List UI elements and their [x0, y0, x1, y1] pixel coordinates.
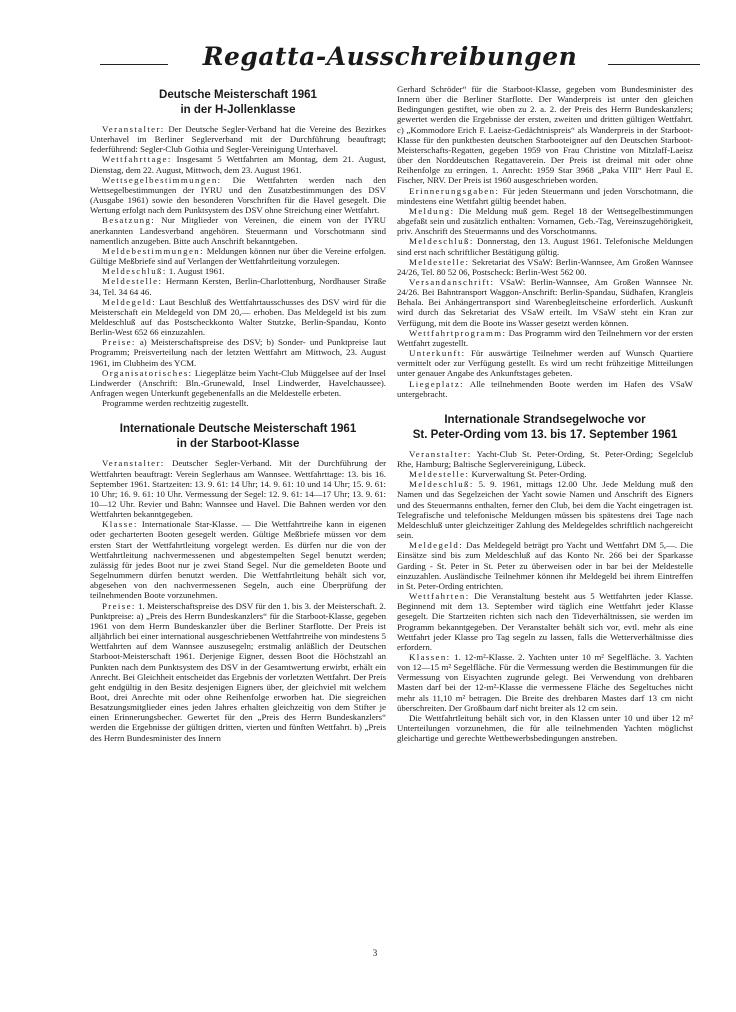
- paragraph-label: Veranstalter:: [102, 458, 165, 469]
- paragraph: [90, 458, 386, 519]
- paragraph-text: Das Programm wird den Teilnehmern vor der ersten Wettfahrt zugestellt.: [397, 327, 693, 348]
- paragraph-text: Sekretariat des VSaW: Berlin-Wannsee, Am Großen Wannsee 24/26, Tel. 80 52 06, Postscheck: Berlin-West 562 00.: [397, 256, 693, 277]
- paragraph-label: Meldeschluß:: [102, 266, 167, 277]
- paragraph-label: Meldegeld:: [409, 540, 464, 551]
- paragraph: [397, 257, 693, 277]
- paragraph: [90, 215, 386, 245]
- article-title-h-jollen: [90, 88, 386, 118]
- paragraph-label: Veranstalter:: [409, 448, 472, 459]
- paragraph-label: Organisatorisches:: [102, 367, 193, 378]
- paragraph: [397, 591, 693, 652]
- paragraph-text: Deutscher Segler-Verband. Mit der Durchführung der Wettfahrten beauftragt: Verein Seglerhaus am Wannsee. Wettfahrttage: 13. bis 16. September 1961. Startzeiten: 13. 9. 61: 14 Uhr; 14. 9. 61: 10 und 14 Uhr; 15. 9. 61: 10 Uhr; 16. 9. 61: 10 Uhr. Vermessung der Segel: 12. 9. 61: 14—17 Uhr; 13. 9. 61: 10—12 Uhr. Revier und Bahn: Wannsee und Havel. Die Bahnen werden vor den Wettfahrten bekanntgegeben.: [90, 458, 386, 520]
- paragraph-label: Meldeschluß:: [409, 236, 474, 247]
- paragraph: [397, 206, 693, 236]
- paragraph-label: Klassen:: [409, 651, 451, 662]
- paragraph-text: a) Meisterschaftspreise des DSV; b) Sonder- und Punktpreise laut Programm; Preisverteilung nach der letzten Wettfahrt am Mittwoch, 23. August 1961, im Clubheim des YCM.: [90, 337, 386, 368]
- page-header: [100, 42, 700, 72]
- paragraph: [397, 236, 693, 256]
- paragraph-label: Meldegeld:: [102, 296, 157, 307]
- paragraph: [397, 540, 693, 591]
- paragraph-label: Meldestelle:: [409, 256, 470, 267]
- paragraph-label: Preise:: [102, 337, 136, 348]
- paragraph: [397, 277, 693, 328]
- article-title-starboot: [90, 422, 386, 452]
- paragraph: [397, 328, 693, 348]
- paragraph-label: Versandanschrift:: [409, 276, 495, 287]
- paragraph-text: 1. August 1961.: [166, 266, 225, 277]
- paragraph: [397, 713, 693, 743]
- page-number: 3: [372, 948, 378, 958]
- paragraph-text: Meldungen können nur über die Vereine erfolgen. Gültige Meßbriefe sind auf Verlangen der Wettfahrtleitung vorzulegen.: [90, 245, 386, 267]
- paragraph-label: Liegeplatz:: [409, 378, 464, 389]
- paragraph-text: Die Wettfahrtleitung behält sich vor, in den Klassen unter 10 und über 12 m² Unterteilungen vorzunehmen, die für alle teilnehmenden Yachten möglichst gleichartige und gerechte Wettbewerbsbedingungen anstreben.: [397, 712, 693, 744]
- left-column: [90, 84, 386, 944]
- paragraph-label: Besatzung:: [102, 215, 156, 226]
- paragraph-text: Internationale Star-Klasse. — Die Wettfahrtreihe kann in eigenen oder gecharterten Booten gesegelt werden. Gültige Meßbriefe müssen vor dem ersten Start der Wettfahrtleitung vorgelegt werden. Es dürfen nur die von der Wettfahrtleitung nachvermessenen und abgestempelten Segel benutzt werden; zulässig für jedes Boot nur je zwei Stand Segel. Nur die gemeldeten Boote und Segelnummern dürfen benutzt werden. Die Wettfahrtleitung behält sich vor, abgesehen von den nachvermessenen Segeln, auch eine Überprüfung der teilnehmenden Boote vorzunehmen.: [90, 519, 386, 601]
- paragraph-text: Hermann Kersten, Berlin-Charlottenburg, Nordhauser Straße 34, Tel. 34 64 46.: [90, 276, 386, 297]
- paragraph: [90, 337, 386, 367]
- article-body-starboot: [90, 458, 386, 742]
- paragraph-text: Gerhard Schröder“ für die Starboot-Klasse, gegeben vom Bundesminister des Innern über die Berliner Starflotte. Der Wanderpreis ist unter den gleichen Bedingungen gestiftet, wie oben zu 2. a. 2. der Preis des Herrn Bundeskanzlers; gewertet werden die Ergebnisse der ersten, zweiten und dritten gültigen Wettfahrt. c) „Kommodore Erich F. Laeisz-Gedächtnispreis“ als Wanderpreis in der Starboot-Klasse für den punktbesten deutschen Starbooteigner auf den Deutschen Starboot-Meisterschafts-Regatten, gegeben 1959 von Frau Christine von Mitzlaff-Laeisz über den Norddeutschen Regattaverein. Der Preis ist dreimal mit oder ohne Reihenfolge zu erringen. 1. Anrecht: 1959 Star 3968 „Paka VIII“ Herr Paul E. Fischer, NRV. Der Preis ist 1960 ausgeschrieben worden.: [397, 84, 693, 186]
- paragraph: [90, 175, 386, 216]
- paragraph: [397, 479, 693, 540]
- paragraph-text: Die Veranstaltung besteht aus 5 Wettfahrten jeder Klasse. Beginnend mit dem 13. September wird täglich eine Wettfahrt jeder Klasse gesegelt. Die Startzeiten richten sich nach den Tideverhältnissen, sie werden im Programm bekanntgegeben. Der Veranstalter behält sich vor, evtl. mehr als eine Wettfahrt jeder Klasse pro Tag segeln zu lassen, falls die Wetterverhältnisse dies erfordern.: [397, 591, 693, 652]
- header-rule-left: [100, 64, 168, 65]
- paragraph-text: Der Deutsche Segler-Verband hat die Vereine des Bezirkes Unterhavel im Berliner Seglerverband mit der Durchführung beauftragt; federführend: Segler-Club Gothia und Segler-Vereinigung Unterhavel.: [90, 124, 386, 155]
- paragraph-text: VSaW: Berlin-Wannsee, Am Großen Wannsee Nr. 24/26. Bei Bahntransport Waggon-Anschrift: Berlin-Spandau, Südhafen, Krangleis Behala. Bei Anhängertransport sind Warenbegleitscheine erforderlich. Auskunft wird durch das Sekretariat des VSaW erteilt. Im VSaW steht ein Kran zur Verfügung, mit dem die Boote ins Wasser gesetzt werden können.: [397, 276, 693, 328]
- paragraph-text: Für jeden Steuermann und jeden Vorschotmann, die mindestens eine Wettfahrt gültig beendet haben.: [397, 185, 693, 206]
- page-title: Regatta-Ausschreibungen: [202, 42, 578, 71]
- article-title-line: in der H-Jollenklasse: [180, 104, 296, 116]
- paragraph-text: 1. 12-m²-Klasse. 2. Yachten unter 10 m² Segelfläche. 3. Yachten von 12—15 m² Segelfläche. Für die Vermessung werden die Bestimmungen für die Vermessung von Eisyachten zugrunde gelegt. Bei Verwendung von drehbaren Masten darf bei der 12-m²-Klasse die vermessene Fläche des Segeltuches nicht mehr als 11,10 m² betragen. Die Breite des drehbaren Mastes darf 13 cm nicht überschreiten. Der Großbaum darf nicht breiter als 12 cm sein.: [397, 651, 693, 713]
- paragraph: [90, 246, 386, 266]
- article-title-line: Internationale Deutsche Meisterschaft 1961: [119, 423, 357, 436]
- paragraph: [397, 379, 693, 399]
- header-rule-right: [608, 64, 700, 65]
- paragraph-label: Wettfahrttage:: [102, 154, 172, 165]
- paragraph-label: Meldestelle:: [409, 469, 470, 480]
- paragraph: [90, 297, 386, 338]
- paragraph: [397, 186, 693, 206]
- article-body-strandsegelwoche: [397, 449, 693, 744]
- article-body-starboot-continued: [397, 84, 693, 399]
- paragraph-label: Klasse:: [102, 519, 138, 530]
- paragraph: [397, 348, 693, 378]
- article-title-line: in der Starboot-Klasse: [176, 438, 300, 451]
- paragraph-label: Meldebestimmungen:: [102, 245, 204, 256]
- paragraph-text: 1. Meisterschaftspreise des DSV für den 1. bis 3. der Meisterschaft. 2. Punktpreise: a) „Preis des Herrn Bundeskanzlers“ für die Starboot-Klasse, gegeben 1961 von dem Herrn Bundeskanzler über die Berliner Starflotte. Der Preis ist alljährlich bei einer international ausgeschriebenen Wettfahrtreihe von mindestens 5 Wettfahrten auf dem Wannsee auszusegeln; erstmalig anläßlich der Deutschen Starboot-Meisterschaft 1961. Derjenige Eigner, dessen Boot die Höchstzahl an Punkten nach dem Punktsystem des DSV in der Gesamtwertung erwirbt, erhält ein Anrecht. Bei Gleichheit entscheidet das Ergebnis der vorletzten Wettfahrt. Der Preis geht endgültig in den Besitz desjenigen Eigners über, der gleichviel mit welchem Boot, drei Anrechte mit oder ohne Reihenfolge erworben hat. Die siegreichen Besatzungsmitglieder eines jeden Jahres erhalten gleichzeitig von dem Stifter je einen Erinnerungsbecher. Gewertet für den „Preis des Herrn Bundeskanzlers“ werden die Ergebnisse der gültigen dritten, vierten und fünften Wettfahrt. b) „Preis des Herrn Bundesminister des Innern: [90, 600, 386, 743]
- paragraph: [397, 84, 693, 186]
- article-title-line: Internationale Strandsegelwoche vor: [444, 413, 646, 426]
- paragraph-text: Donnerstag, den 13. August 1961. Telefonische Meldungen sind erst nach schriftlicher Bestätigung gültig.: [397, 236, 693, 257]
- paragraph-text: Kurverwaltung St. Peter-Ording.: [469, 469, 587, 480]
- paragraph-label: Wettfahrtprogramm:: [409, 327, 507, 338]
- article-title-line: St. Peter-Ording vom 13. bis 17. September 1961: [412, 428, 678, 441]
- paragraph-label: Meldestelle:: [102, 276, 163, 287]
- paragraph-label: Wettsegelbestimmungen:: [102, 174, 222, 185]
- paragraph-text: Das Meldegeld beträgt pro Yacht und Wettfahrt DM 5,—. Die Einsätze sind bis zum Meldeschluß auf das Konto Nr. 266 bei der Sparkasse Garding - St. Peter in St. Peter zu überweisen oder in bar bei der Meldestelle einzuzahlen. Ausländische Teilnehmer können ihr Meldegeld bei ihrem Eintreffen in St. Peter-Ording entrichten.: [397, 540, 693, 591]
- paragraph: [90, 398, 386, 408]
- paragraph-text: Liegeplätze beim Yacht-Club Müggelsee auf der Insel Lindwerder (Anschrift: Bln.-Grunewald, Insel Lindwerder, Havelchaussee). Anfragen wegen Unterkunft gegebenenfalls an die Meldestelle erbeten.: [90, 367, 386, 399]
- paragraph-text: Die Meldung muß gem. Regel 18 der Wettsegelbestimmungen abgefaßt sein und zusätzlich enthalten: Vornamen, Geb.-Tag, Vereinszugehörigkeit, priv. Anschrift des Steuermanns und des Vorschotmanns.: [397, 205, 693, 237]
- article-body-h-jollen: [90, 124, 386, 408]
- paragraph: [397, 652, 693, 713]
- paragraph: [90, 519, 386, 600]
- paragraph: [90, 124, 386, 154]
- paragraph-text: Nur Mitglieder von Vereinen, die einem von der IYRU anerkannten Landesverband angehören. Steuermann und Vorschotmann sind namentlich anzugeben. Bitte auch Anschrift bekanntgeben.: [90, 215, 386, 246]
- paragraph-text: Für auswärtige Teilnehmer werden auf Wunsch Quartiere vermittelt oder zur Verfügung gestellt. Es wird um recht frühzeitige Mitteilungen unter genauer Angabe des Ankunftstages gebeten.: [397, 348, 693, 379]
- paragraph-label: Veranstalter:: [102, 124, 165, 134]
- article-title-line: Deutsche Meisterschaft 1961: [159, 89, 317, 101]
- paragraph-text: Yacht-Club St. Peter-Ording, St. Peter-Ording; Segelclub Rhe, Hamburg; Baltische Seglervereinigung, Lübeck.: [397, 448, 693, 469]
- article-title-strandsegelwoche: [397, 413, 693, 443]
- paragraph: [90, 601, 386, 743]
- paragraph: [90, 154, 386, 174]
- paragraph-text: Die Wettfahrten werden nach den Wettsegelbestimmungen der IYRU und den Zusatzbestimmungen des DSV (Ausgabe 1961) sowie den besonderen Vorschriften für die Havel gesegelt. Die Wertung erfolgt nach dem Punktsystem des DSV ohne Streichung einer Wettfahrt.: [90, 174, 386, 216]
- paragraph: [90, 368, 386, 398]
- paragraph-text: Insgesamt 5 Wettfahrten am Montag, dem 21. August, Dienstag, dem 22. August, Mittwoch, dem 23. August 1961.: [90, 154, 386, 175]
- paragraph-label: Unterkunft:: [409, 348, 466, 359]
- paragraph: [90, 266, 386, 276]
- paragraph-label: Preise:: [102, 600, 136, 611]
- paragraph: [397, 449, 693, 469]
- paragraph: [90, 276, 386, 296]
- paragraph-text: 5. 9. 1961, mittags 12.00 Uhr. Jede Meldung muß den Namen und das Segelzeichen der Yacht sowie Namen und Anschrift des Eigners und des Steuermanns enthalten, ferner den Club, bei dem die Yacht eingetragen ist. Telegrafische und telefonische Meldungen müssen bis spätestens drei Tage nach Meldeschluß unter gleichzeitiger Zahlung des Meldegeldes schriftlich nachgereicht sein.: [397, 479, 693, 541]
- paragraph: [397, 469, 693, 479]
- paragraph-text: Programme werden rechtzeitig zugestellt.: [102, 398, 249, 409]
- right-column: [397, 84, 693, 944]
- paragraph-label: Erinnerungsgaben:: [409, 185, 500, 196]
- paragraph-label: Wettfahrten:: [409, 591, 470, 602]
- paragraph-text: Alle teilnehmenden Boote werden im Hafen des VSaW untergebracht.: [397, 378, 693, 399]
- paragraph-text: Laut Beschluß des Wettfahrtausschusses des DSV wird für die Meisterschaft ein Meldegeld von DM 20,— erhoben. Das Meldegeld ist bis zum Meldeschluß auf das Postscheckkonto Walter Stutzke, Berlin-Spandau, Konto Berlin-West 652 66 einzuzahlen.: [90, 296, 386, 338]
- paragraph-label: Meldung:: [409, 205, 455, 216]
- paragraph-label: Meldeschluß:: [409, 479, 474, 490]
